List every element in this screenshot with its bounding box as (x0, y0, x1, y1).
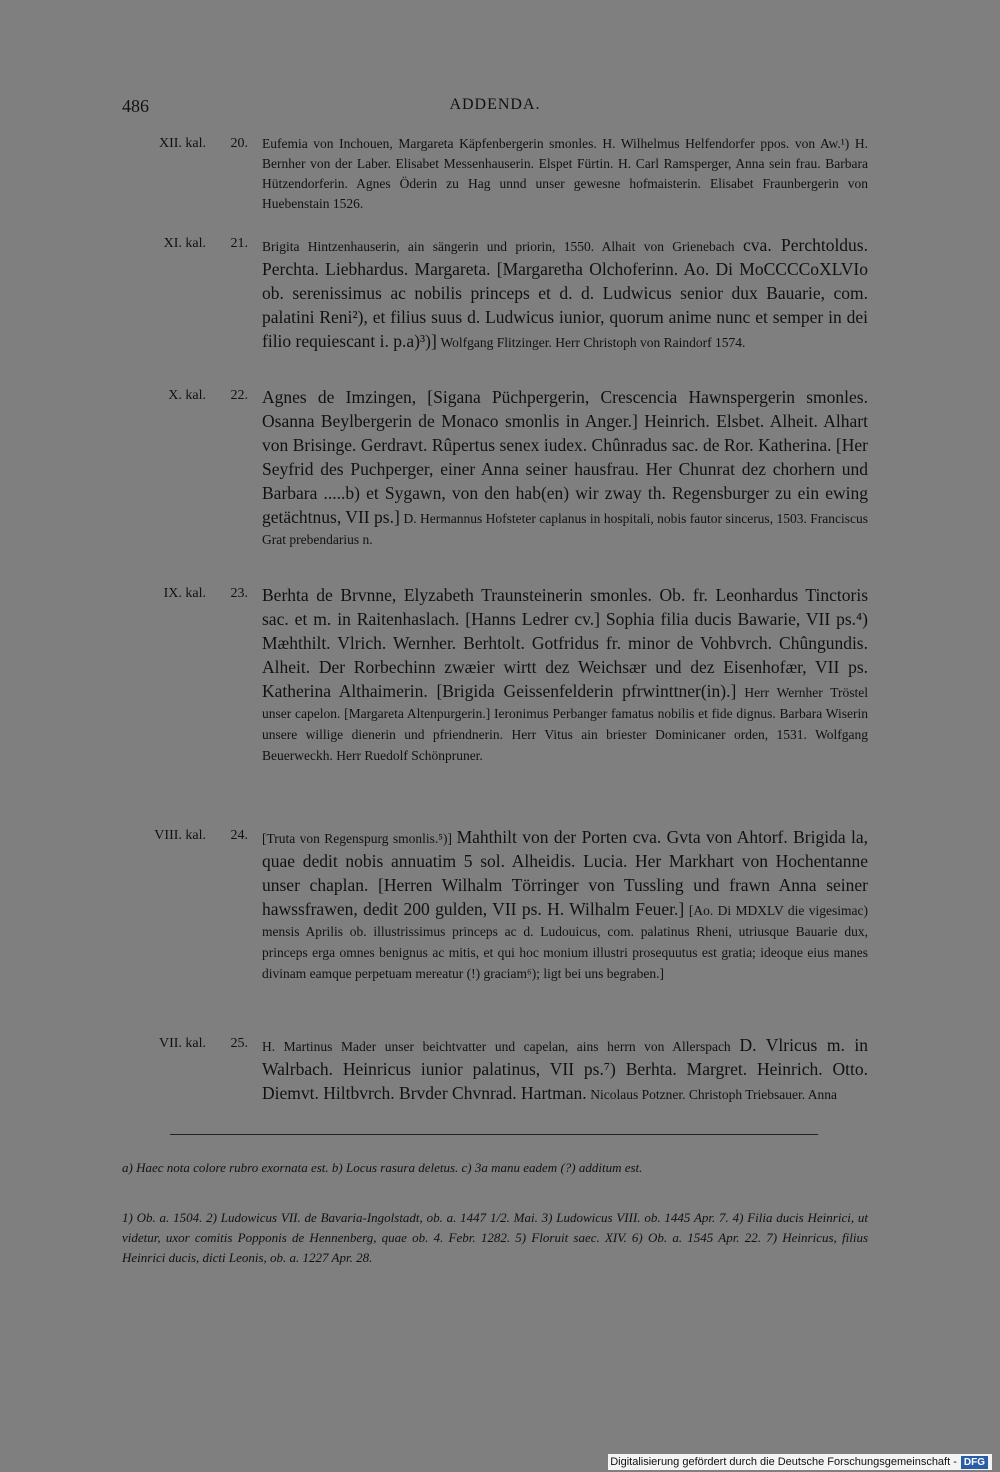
funding-text: Digitalisierung gefördert durch die Deutsche Forschungsgemeinschaft - (610, 1456, 957, 1468)
entry-text-block (262, 1034, 868, 1106)
entry-text-block (262, 386, 868, 551)
entry-text: Eufemia von Inchouen, Margareta Käpfenbergerin smonles. H. Wilhelmus Helfendorfer ppos. von Aw.¹) H. Bernher von der Laber. Elisabet Messenhauserin. Elspet Fürtin. H. Carl Ramsperger, Anna sein frau. Barbara Hützendorferin. Agnes Öderin zu Hag unnd unser gewesne hofmaisterin. Elisabet Fraunbergerin von Huebenstain 1526. (262, 136, 868, 211)
entry-text-tail: Nicolaus Potzner. Christoph Triebsauer. Anna (590, 1087, 838, 1102)
entry-text-block (262, 234, 868, 354)
kalend-label: VII. kal. (158, 1036, 206, 1051)
page-header (122, 96, 868, 120)
entry-text-small: [Truta von Regenspurg smonlis.⁵)] (262, 831, 452, 846)
entry-text-small: Brigita Hintzenhauserin, ain sängerin und priorin, 1550. Alhait von Grienebach (262, 239, 735, 254)
kalend-label: XII. kal. (158, 136, 206, 151)
entry-text-tail: [Ao. Di MDXLV die vigesimac) mensis Aprilis ob. illustrissimus princeps ac d. Ludouicus, com. palatinus Rheni, utriusque Bauarie dux, princeps erga omnes benignus ac mitis, et qui hoc monium illustri prosequutus est gratia; ideoque eius manes divinam eamque perpetuam mereatur (!) graciam⁶); ligt bei uns begraben.] (262, 903, 869, 981)
footnotes-letters: a) Haec nota colore rubro exornata est. b) Locus rasura deletus. c) 3a manu eadem (?) additum est. (122, 1160, 643, 1175)
day-number: 25. (230, 1036, 248, 1051)
day-number: 21. (230, 236, 248, 251)
day-number: 22. (230, 388, 248, 403)
entry-text-block (262, 826, 868, 985)
entry-text-tail: Wolfgang Flitzinger. Herr Christoph von Raindorf 1574. (440, 335, 746, 350)
entry-text-large: Mahthilt von der Porten cva. Gvta von Ahtorf. Brigida la, quae dedit nobis annuatim 5 sol. Alheidis. Lucia. Her Markhart von Hochentanne unser chaplan. [Herren Wilhalm Törringer von Tussling und frawn Anna seiner hawssfrawen, dedit 200 gulden, VII ps. H. Wilhalm Feuer.] (262, 827, 868, 919)
day-number: 20. (230, 136, 248, 151)
entry-text-large: Agnes de Imzingen, [Sigana Püchpergerin, Crescencia Hawnspergerin smonles. Osanna Beylbergerin de Monaco smonlis in Anger.] Heinrich. Elsbet. Alheit. Alhart von Brisinge. Gerdravt. Rûpertus senex iudex. Chûnradus sac. de Ror. Katherina. [Her Seyfrid des Puchperger, einer Anna seiner hausfrau. Her Chunrat dez chorhern und Barbara .....b) et Sygawn, von den hab(en) wir zway th. Regensburger zu ein ewing getächtnus, VII ps.] (262, 387, 868, 527)
funding-footer (608, 1454, 992, 1470)
kalend-label: IX. kal. (163, 586, 206, 601)
kalend-label: XI. kal. (163, 236, 206, 251)
entry-text-tail: Herr Wernher Tröstel unser capelon. [Margareta Altenpurgerin.] Ieronimus Perbanger famatus nobilis et fide dignus. Barbara Wiserin unsere willige dienerin und pfriendnerin. Herr Vitus ain briester Dominicaner orden, 1531. Wolfgang Beuerweckh. Herr Ruedolf Schönpruner. (262, 685, 869, 763)
entry-text-tail: D. Hermannus Hofsteter caplanus in hospitali, nobis fautor sincerus, 1503. Franciscus Grat prebendarius n. (262, 511, 869, 547)
day-number: 23. (230, 586, 248, 601)
entry-text-large: Berhta de Brvnne, Elyzabeth Traunsteinerin smonles. Ob. fr. Leonhardus Tinctoris sac. et m. in Raitenhaslach. [Hanns Ledrer cv.] Sophia filia ducis Bawarie, VII ps.⁴) Mæhthilt. Vlrich. Wernher. Berhtolt. Gotfridus fr. minor de Vohbvrch. Chûngundis. Alheit. Der Rorbechinn zwæier wirtt dez Weichsær und dez Eisenhofær, VII ps. Katherina Althaimerin. [Brigida Geissenfelderin pfrwinttner(in).] (262, 585, 868, 701)
kalend-label: VIII. kal. (154, 828, 206, 843)
entry-text-small: H. Martinus Mader unser beichtvatter und capelan, ains herrn von Allerspach (262, 1039, 731, 1054)
day-number: 24. (230, 828, 248, 843)
footnote-rule (170, 1134, 818, 1135)
running-title: ADDENDA. (449, 96, 541, 113)
entry-text-large: cva. Perchtoldus. Perchta. Liebhardus. Margareta. [Margaretha Olchoferinn. Ao. Di MoCCCCoXLVIo ob. serenissimus ac nobilis princeps et d. d. Ludwicus senior dux Bauarie, com. palatini Reni²), et filius suus d. Ludwicus iunior, quorum anime nunc et semper in dei filio requiescant i. p.a)³)] (262, 235, 868, 351)
entry-text-block (262, 584, 868, 767)
entry-text-large: D. Vlricus m. in Walrbach. Heinricus iunior palatinus, VII ps.⁷) Berhta. Margret. Heinrich. Otto. Diemvt. Hiltbvrch. Brvder Chvnrad. Hartman. (262, 1035, 868, 1103)
kalend-label: X. kal. (168, 388, 206, 403)
footnotes-numbers: 1) Ob. a. 1504. 2) Ludowicus VII. de Bavaria-Ingolstadt, ob. a. 1447 1/2. Mai. 3) Ludowicus VIII. ob. 1445 Apr. 7. 4) Filia ducis Heinrici, ut videtur, uxor comitis Popponis de Hennenberg, quae ob. 4. Febr. 1282. 5) Floruit saec. XIV. 6) Ob. a. 1545 Apr. 22. 7) Heinricus, filius Heinrici ducis, dicti Leonis, ob. a. 1227 Apr. 28. (122, 1210, 868, 1265)
page-number: 486 (122, 96, 149, 116)
dfg-logo: DFG (961, 1456, 988, 1469)
